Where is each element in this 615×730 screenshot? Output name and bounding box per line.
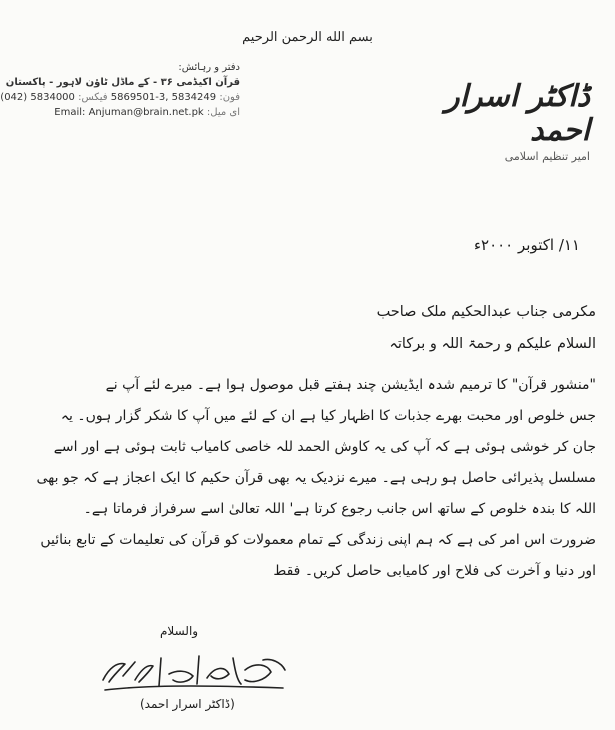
greeting: السلام علیکم و رحمۃ اللہ و برکاتہ: [389, 336, 596, 352]
body-line: ضرورت اس امر کی ہے کہ ہم اپنی زندگی کے تمام معمولات کو قرآن کی تعلیمات کے تابع بنائیں: [40, 532, 596, 548]
body-line: اللہ کا بندہ خلوص کے ساتھ اس جانب رجوع کرتا ہے' اللہ تعالیٰ اسے سرفراز فرماتا ہے۔: [83, 501, 596, 517]
letterhead-sender: [390, 80, 590, 163]
email-line: [40, 105, 240, 120]
body-line: "منشور قرآن" کا ترمیم شدہ ایڈیشن چند ہفتے قبل موصول ہوا ہے۔ میرے لئے آپ نے: [105, 377, 596, 393]
email-label: ای میل:: [206, 107, 240, 118]
email-address: Email: Anjuman@brain.net.pk: [54, 107, 204, 118]
letter-body: [36, 370, 596, 587]
address-label: دفتر و رہائش:: [178, 62, 240, 73]
address-text: قرآن اکیڈمی ۳۶ - کے ماڈل ٹاؤن لاہور - پاکستان: [5, 77, 240, 88]
bismillah-header: بسم الله الرحمن الرحيم: [242, 30, 373, 45]
sender-name: ڈاکٹر اسرار احمد: [445, 79, 590, 148]
signature-image: [95, 640, 295, 698]
sender-title: امیر تنظیم اسلامی: [504, 150, 590, 163]
fax-label: فیکس:: [78, 92, 108, 103]
phone-label: فون:: [219, 92, 240, 103]
body-line: اور دنیا و آخرت کی فلاح اور کامیابی حاصل کریں۔ فقط: [273, 563, 596, 579]
body-line: جان کر خوشی ہوئی ہے کہ آپ کی یہ کاوش الحمد للہ خاصی کامیاب ثابت ہوئی ہے اور اسے: [53, 439, 596, 455]
body-line: مسلسل پذیرائی حاصل ہو رہی ہے۔ میرے نزدیک یہ بھی قرآن حکیم کا ایک اعجاز ہے کہ جو بھی: [36, 470, 596, 486]
fax-number: (042) 5834000: [0, 92, 75, 103]
closing-text: والسلام: [160, 624, 199, 638]
phone-fax-line: [0, 90, 240, 105]
letterhead-contact: [0, 60, 240, 120]
letter-date: ۱۱/ اکتوبر ۲۰۰۰ء: [473, 236, 580, 254]
phone-number: 5869501-3, 5834249: [110, 92, 217, 103]
salutation-block: [40, 296, 596, 360]
addressee: مکرمی جناب عبدالحکیم ملک صاحب: [376, 304, 596, 320]
signer-name: (ڈاکٹر اسرار احمد): [140, 697, 235, 711]
body-line: جس خلوص اور محبت بھرے جذبات کا اظہار کیا ہے ان کے لئے میں آپ کا شکر گزار ہوں۔ یہ: [60, 408, 596, 424]
